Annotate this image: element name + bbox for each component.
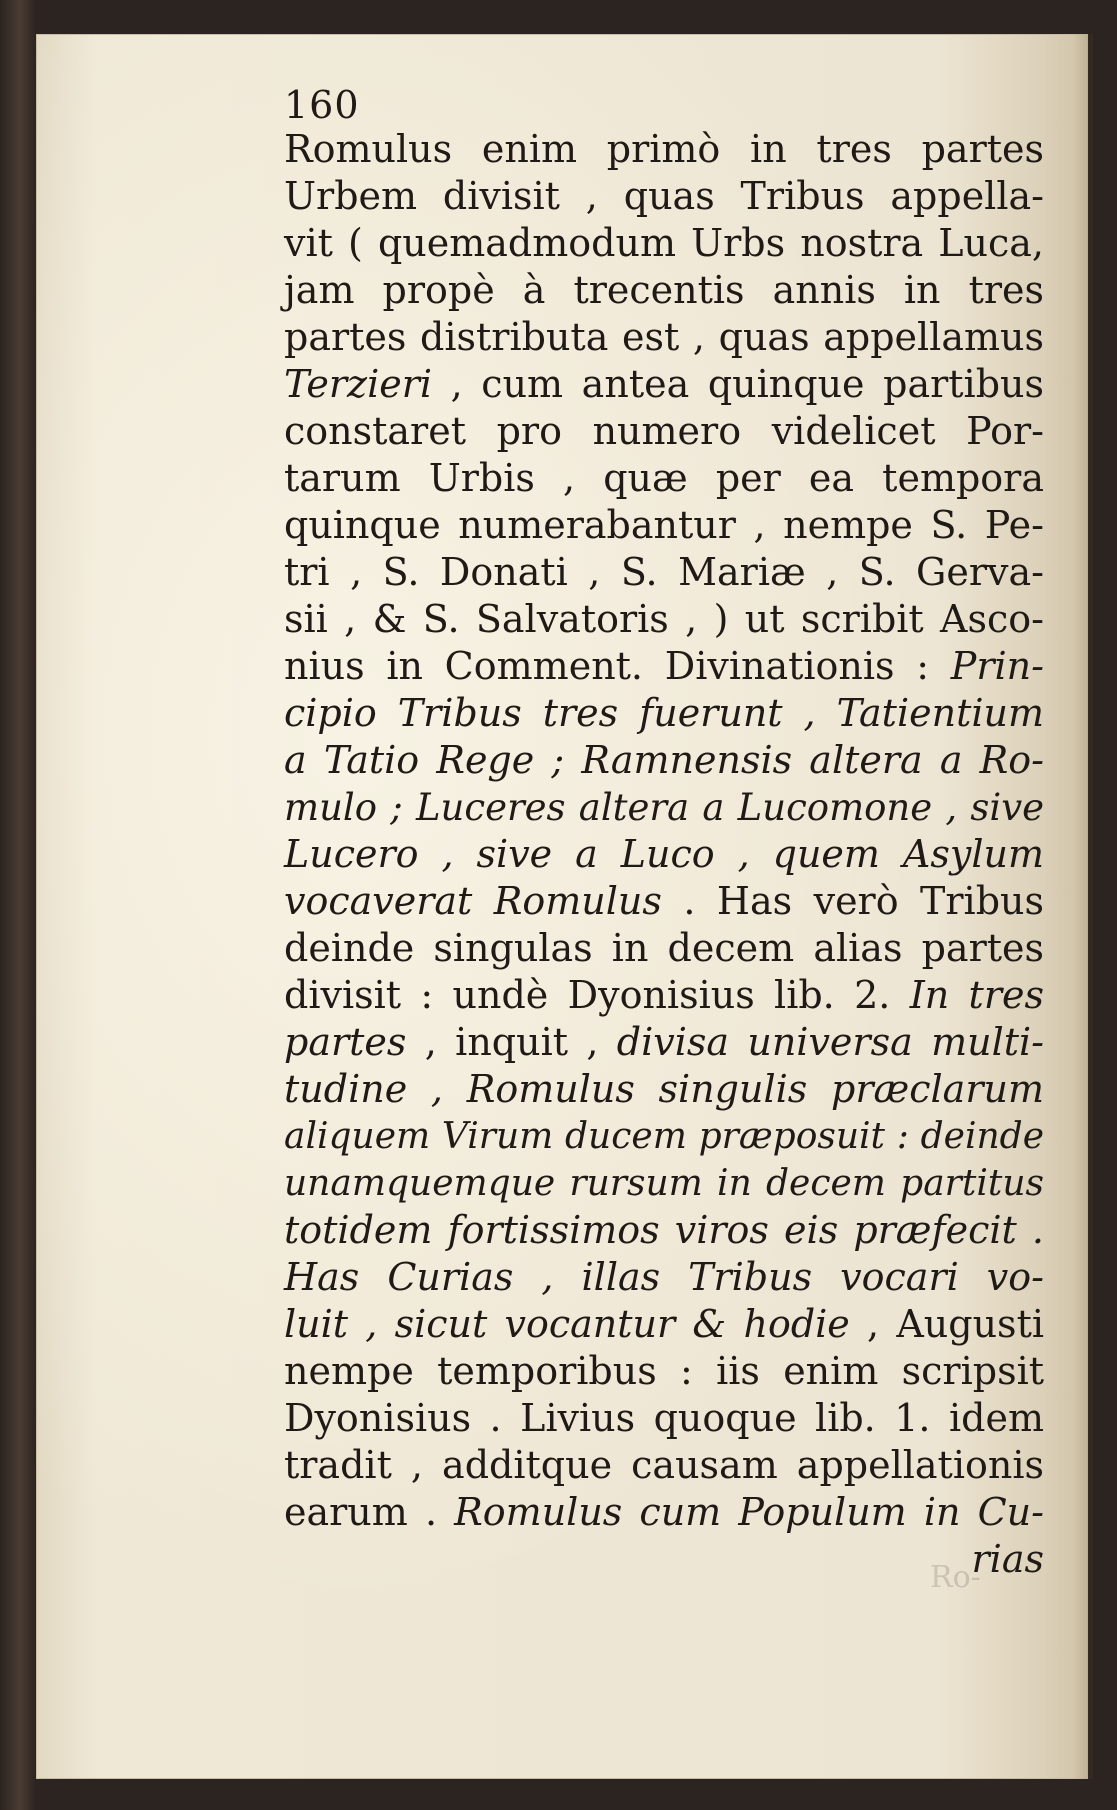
italic-segment: In tres — [909, 973, 1044, 1017]
italic-segment: vocaverat Romulus — [284, 879, 662, 923]
text-line — [284, 267, 1044, 314]
page-number: 160 — [284, 83, 360, 127]
text-line — [284, 455, 1044, 502]
roman-segment: tri , S. Donati , S. Mariæ , S. Gerva- — [284, 550, 1044, 594]
text-line — [284, 690, 1044, 737]
text-line — [284, 784, 1044, 831]
text-line — [284, 643, 1044, 690]
text-line — [284, 1395, 1044, 1442]
roman-segment: Dyonisius . Livius quoque lib. 1. idem — [284, 1396, 1044, 1440]
text-line — [284, 1207, 1044, 1254]
italic-segment: rias — [971, 1537, 1044, 1581]
text-line — [284, 1019, 1044, 1066]
text-line — [284, 1442, 1044, 1489]
text-line — [284, 408, 1044, 455]
text-line — [284, 1160, 1044, 1207]
roman-segment: constaret pro numero videlicet Por- — [284, 409, 1044, 453]
italic-segment: Has Curias , illas Tribus vocari vo- — [284, 1255, 1044, 1299]
text-line — [284, 878, 1044, 925]
ghost-catchword: Ro- — [930, 1560, 981, 1595]
roman-segment: nempe temporibus : iis enim scripsit — [284, 1349, 1044, 1393]
roman-segment: sii , & S. Salvatoris , ) ut scribit Asco- — [284, 597, 1044, 641]
italic-segment: Terzieri — [284, 362, 433, 406]
page-edge-shadow — [1073, 34, 1093, 1779]
text-line — [284, 972, 1044, 1019]
italic-segment: unamquemque rursum in decem partitus — [284, 1163, 1044, 1204]
italic-segment: luit , sicut vocantur & hodie — [284, 1302, 850, 1346]
italic-segment: aliquem Virum ducem præposuit : deinde — [284, 1116, 1044, 1157]
roman-segment: vit ( quemadmodum Urbs nostra Luca, — [284, 221, 1044, 265]
roman-segment: . Has verò Tribus — [661, 879, 1044, 923]
italic-segment: a Tatio Rege ; Ramnensis altera a Ro- — [284, 738, 1044, 782]
text-line — [284, 925, 1044, 972]
text-line — [284, 126, 1044, 173]
text-line — [284, 1113, 1044, 1160]
roman-segment: , inquit , — [406, 1020, 617, 1064]
text-line — [284, 1489, 1044, 1536]
text-line — [284, 361, 1044, 408]
roman-segment: Urbem divisit , quas Tribus appella- — [284, 174, 1044, 218]
roman-segment: , Augusti — [849, 1302, 1044, 1346]
text-line — [284, 1066, 1044, 1113]
text-line — [284, 220, 1044, 267]
roman-segment: Romulus enim primò in tres partes — [284, 127, 1044, 171]
italic-segment: Romulus cum Populum in Cu- — [454, 1490, 1044, 1534]
text-line — [284, 1254, 1044, 1301]
text-line — [284, 1348, 1044, 1395]
roman-segment: nius in Comment. Divinationis : — [284, 644, 951, 688]
roman-segment: jam propè à trecentis annis in tres — [284, 268, 1044, 312]
roman-segment: deinde singulas in decem alias partes — [284, 926, 1044, 970]
italic-segment: partes — [284, 1020, 407, 1064]
text-line — [284, 596, 1044, 643]
roman-segment: quinque numerabantur , nempe S. Pe- — [284, 503, 1044, 547]
page-text — [284, 84, 1044, 1583]
text-lines — [284, 126, 1044, 1583]
italic-segment: Prin- — [950, 644, 1044, 688]
italic-segment: divisa universa multi- — [616, 1020, 1044, 1064]
text-line — [284, 502, 1044, 549]
italic-segment: tudine , Romulus singulis præclarum — [284, 1067, 1044, 1111]
roman-segment: , cum antea quinque partibus — [432, 362, 1044, 406]
italic-segment: mulo ; Luceres altera a Lucomone , sive — [284, 786, 1044, 829]
text-line — [284, 1301, 1044, 1348]
roman-segment: earum . — [284, 1490, 455, 1534]
text-line — [284, 737, 1044, 784]
text-line — [284, 173, 1044, 220]
italic-segment: totidem fortissimos viros eis præfecit . — [284, 1208, 1044, 1252]
italic-segment: Lucero , sive a Luco , quem Asylum — [284, 832, 1044, 876]
text-line — [284, 549, 1044, 596]
roman-segment: partes distributa est , quas appellamus — [284, 315, 1044, 359]
roman-segment: tradit , additque causam appellationis — [284, 1443, 1044, 1487]
roman-segment: tarum Urbis , quæ per ea tempora — [284, 456, 1044, 500]
roman-segment: divisit : undè Dyonisius lib. 2. — [284, 973, 910, 1017]
italic-segment: cipio Tribus tres fuerunt , Tatientium — [284, 691, 1044, 735]
text-line — [284, 831, 1044, 878]
text-line — [284, 314, 1044, 361]
